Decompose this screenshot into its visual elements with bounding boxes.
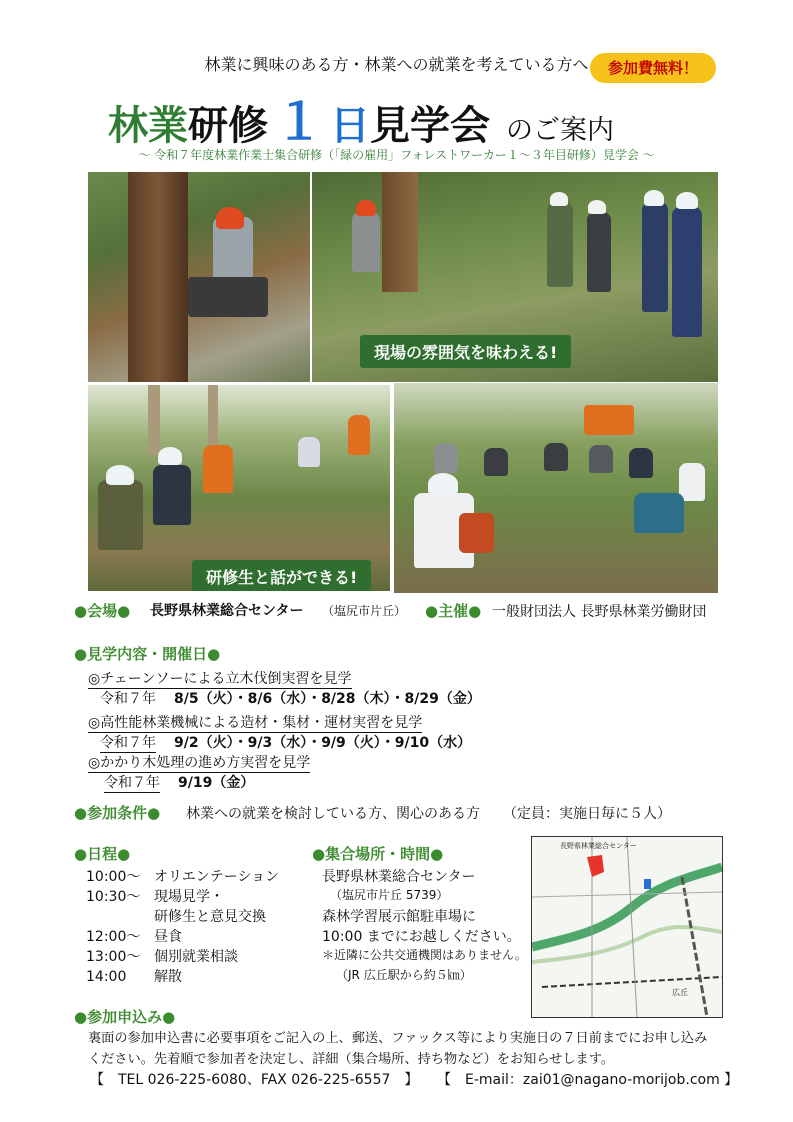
meeting-line: （塩尻市片丘 5739）: [330, 888, 449, 902]
timetable-row: 10:30～ 現場見学・: [86, 889, 224, 905]
meeting-line: 長野県林業総合センター: [322, 869, 476, 885]
title-part-5: 見学会: [370, 103, 490, 149]
photo-chainsaw-felling: [88, 172, 310, 382]
map-drawing: [532, 837, 722, 1017]
meeting-label: ●集合場所・時間●: [312, 845, 444, 863]
map-label-station: 広丘: [672, 988, 688, 997]
timetable-row: 12:00～ 昼食: [86, 929, 182, 945]
meeting-line: ＊近隣に公共交通機関はありません。: [322, 948, 527, 962]
meeting-line: 森林学習展示館駐車場に: [322, 909, 476, 925]
header-subtitle: 林業に興味のある方・林業への就業を考えている方へ: [204, 55, 589, 74]
timetable-row: 研修生と意見交換: [154, 909, 266, 925]
venue-name: 長野県林業総合センター: [150, 603, 304, 619]
timetable-row: 13:00～ 個別就業相談: [86, 949, 238, 965]
map-label-center: 長野県林業総合センター: [560, 842, 637, 850]
program-title-hungtree: ◎かかり木処理の進め方実習を見学: [88, 752, 310, 773]
meeting-line: 10:00 までにお越しください。: [322, 929, 521, 945]
program-era-machinery: 令和７年: [100, 732, 156, 753]
photo-group-circle: [394, 383, 718, 593]
apply-label: ●参加申込み●: [74, 1008, 176, 1026]
program-era-hungtree: 令和７年: [104, 772, 160, 793]
program-dates-machinery: 9/2（火）・9/3（水）・9/9（火）・9/10（水）: [174, 735, 472, 751]
conditions-capacity: （定員：実施日毎に５人）: [503, 806, 671, 822]
timetable-row: 14:00 解散: [86, 969, 182, 985]
title-part-4: 日: [330, 103, 370, 149]
organizer-label: ●主催●: [425, 602, 482, 620]
title-part-3: １: [274, 93, 324, 151]
tagline: ～ 令和７年度林業作業士集合研修（「緑の雇用」フォレストワーカー１～３年目研修）見学会 ～: [138, 148, 655, 162]
title-suffix: のご案内: [506, 115, 614, 146]
photo-trainee-talk: [86, 383, 392, 593]
photo-caption-talk: 研修生と話ができる!: [192, 560, 371, 593]
venue-label: ●会場●: [74, 602, 131, 620]
conditions-text: 林業への就業を検討している方、関心のある方: [186, 806, 480, 822]
program-title-felling: ◎チェーンソーによる立木伐倒実習を見学: [88, 668, 352, 689]
apply-text-line2: ください。先着順で参加者を決定し、詳細（集合場所、持ち物など）をお知らせします。: [88, 1052, 615, 1067]
photo-caption-atmosphere: 現場の雰囲気を味わえる!: [360, 335, 571, 368]
timetable-label: ●日程●: [74, 845, 131, 863]
program-title-machinery: ◎高性能林業機械による造材・集材・運材実習を見学: [88, 712, 422, 733]
timetable: [86, 866, 279, 986]
contact-email[interactable]: 【 E-mail：zai01@nagano-morijob.com 】: [437, 1072, 739, 1088]
program-era-felling: 令和７年: [100, 691, 156, 707]
meeting-details: [322, 866, 527, 986]
organizer-name: 一般財団法人 長野県林業労働財団: [492, 604, 707, 620]
contact-tel-fax: 【 TEL 026-225-6080、FAX 026-225-6557 】: [90, 1072, 419, 1088]
title-part-1: 林業: [108, 103, 188, 149]
conditions-label: ●参加条件●: [74, 804, 161, 822]
timetable-row: 10:00～ オリエンテーション: [86, 869, 280, 885]
access-map: [531, 836, 723, 1018]
page-title: [108, 82, 614, 151]
program-dates-hungtree: 9/19（金）: [178, 775, 255, 791]
free-badge: 参加費無料！: [590, 53, 716, 83]
venue-location: （塩尻市片丘）: [322, 604, 407, 618]
program-dates-felling: 8/5（火）・8/6（水）・8/28（木）・8/29（金）: [174, 691, 481, 707]
photo-site-observation: [312, 172, 718, 382]
title-part-2: 研修: [188, 103, 268, 149]
meeting-line: （JR 広丘駅から約５㎞）: [336, 968, 472, 982]
schedule-label: ●見学内容・開催日●: [74, 645, 221, 663]
apply-text-line1: 裏面の参加申込書に必要事項をご記入の上、郵送、ファックス等により実施日の７日前までにお申し込み: [88, 1031, 708, 1046]
